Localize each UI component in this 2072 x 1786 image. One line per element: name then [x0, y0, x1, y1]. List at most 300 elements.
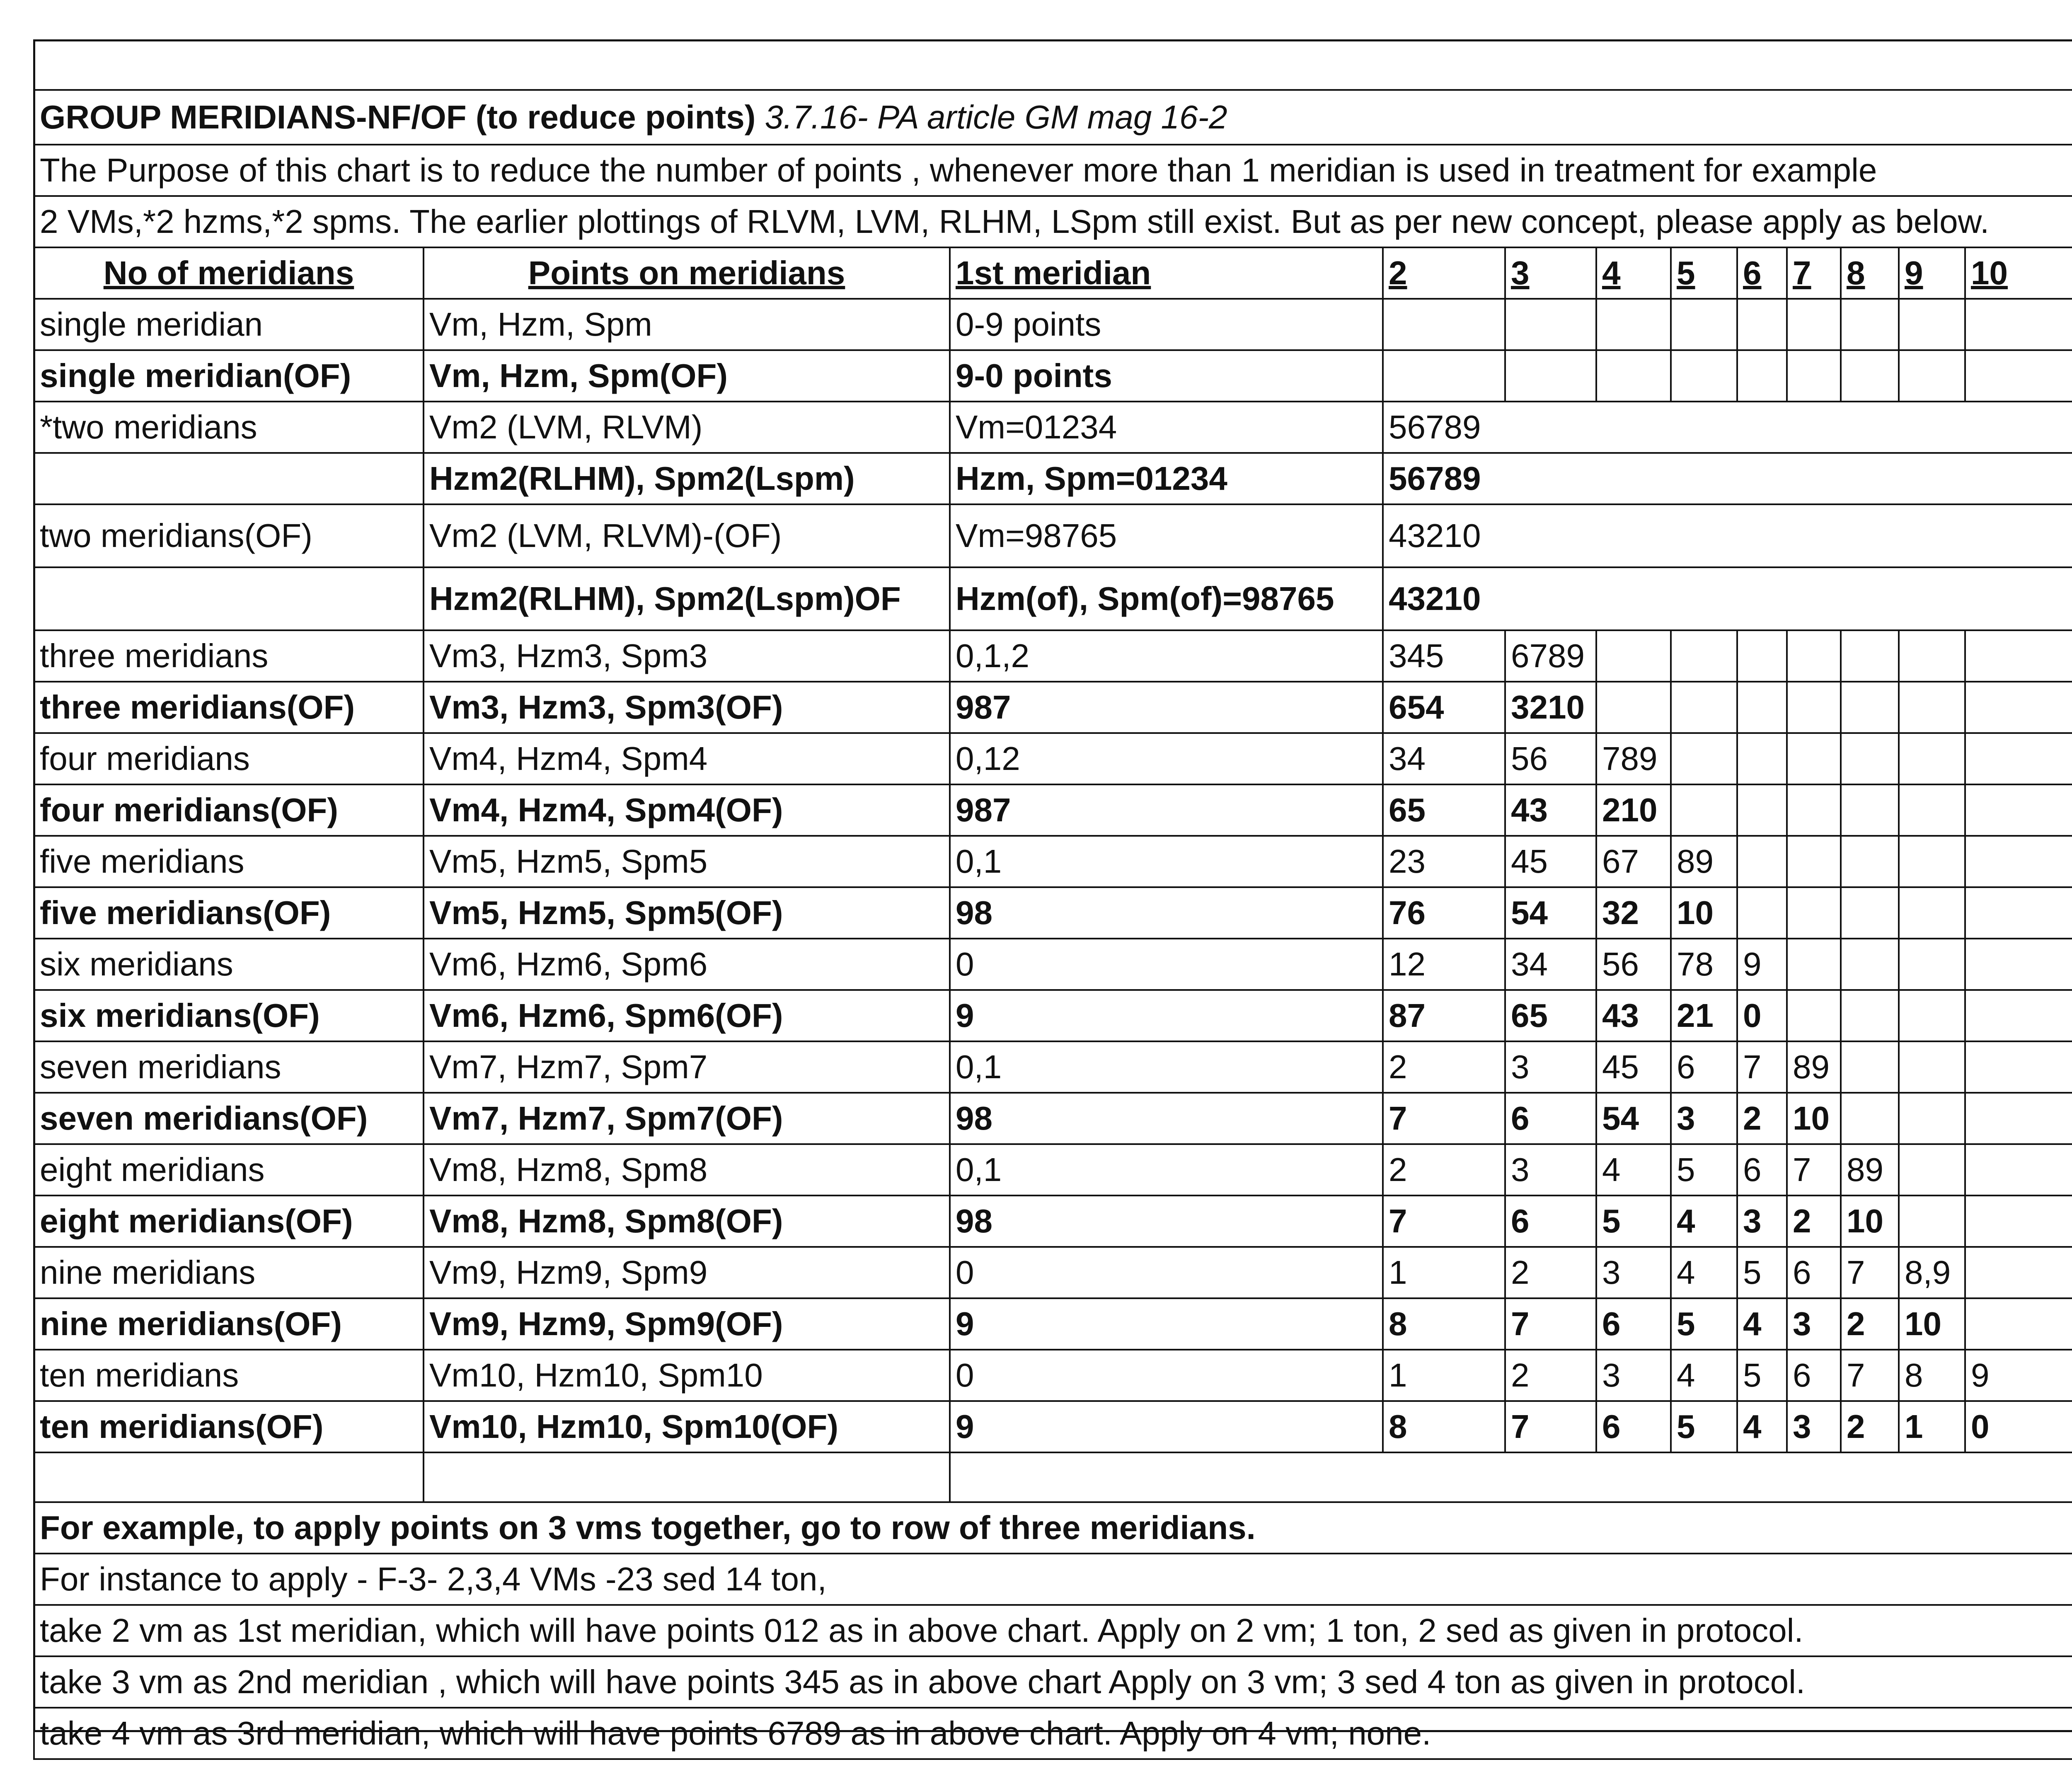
table-cell: two meridians(OF) — [34, 504, 424, 567]
table-cell: 43210 — [1383, 567, 2072, 630]
table-cell: 76 — [1383, 887, 1505, 939]
table-cell: 5 — [1737, 1247, 1787, 1298]
table-cell: 65 — [1505, 990, 1596, 1041]
table-cell — [34, 453, 424, 504]
table-cell — [1787, 990, 1841, 1041]
table-cell: Vm9, Hzm9, Spm9 — [424, 1247, 950, 1298]
table-cell — [1841, 682, 1899, 733]
footer-step-3: take 4 vm as 3rd meridian, which will have points 6789 as in above chart. Apply on 4 vm; none. — [34, 1708, 2072, 1759]
table-row — [34, 784, 2072, 836]
table-cell — [1596, 299, 1671, 350]
table-cell: 7 — [1505, 1298, 1596, 1350]
table-cell: 54 — [1505, 887, 1596, 939]
column-header — [1737, 247, 1787, 299]
table-cell: 21 — [1671, 990, 1737, 1041]
column-header — [1383, 247, 1505, 299]
table-cell — [1737, 682, 1787, 733]
table-cell: 67 — [1596, 836, 1671, 887]
column-header — [1899, 247, 1965, 299]
table-cell — [1965, 1093, 2072, 1144]
chart-title — [34, 90, 2072, 145]
footer-step-2: take 3 vm as 2nd meridian , which will have points 345 as in above chart Apply on 3 vm; 3 sed 4 ton as given in protocol. — [34, 1656, 2072, 1708]
table-row — [34, 1144, 2072, 1196]
footer-row-example — [34, 1502, 2072, 1554]
column-header-label: 1st meridian — [956, 254, 1151, 291]
table-cell — [1505, 350, 1596, 402]
table-cell: 2 — [1787, 1196, 1841, 1247]
table-cell: 56 — [1596, 939, 1671, 990]
table-cell — [1965, 836, 2072, 887]
table-cell — [1841, 350, 1899, 402]
table-cell: 6789 — [1505, 630, 1596, 682]
table-cell: Vm10, Hzm10, Spm10(OF) — [424, 1401, 950, 1452]
table-cell — [1965, 784, 2072, 836]
table-cell: 2 — [1505, 1247, 1596, 1298]
table-cell — [1737, 299, 1787, 350]
table-cell — [1899, 1196, 1965, 1247]
table-cell: four meridians(OF) — [34, 784, 424, 836]
table-cell: 9 — [950, 1298, 1383, 1350]
table-cell: 10 — [1899, 1298, 1965, 1350]
table-cell: 65 — [1383, 784, 1505, 836]
table-cell: Vm2 (LVM, RLVM) — [424, 402, 950, 453]
table-cell: 43 — [1505, 784, 1596, 836]
table-cell: 45 — [1596, 1041, 1671, 1093]
table-cell — [1965, 939, 2072, 990]
table-cell: seven meridians — [34, 1041, 424, 1093]
footer-row-instance — [34, 1554, 2072, 1605]
table-cell: 7 — [1737, 1041, 1787, 1093]
column-header — [424, 247, 950, 299]
footer-row-step3 — [34, 1708, 2072, 1759]
table-cell: 98 — [950, 887, 1383, 939]
table-cell: 8 — [1383, 1298, 1505, 1350]
table-cell: 12 — [1383, 939, 1505, 990]
table-row — [34, 299, 2072, 350]
table-cell: 10 — [1787, 1093, 1841, 1144]
table-cell — [1899, 1093, 1965, 1144]
table-cell: Vm5, Hzm5, Spm5(OF) — [424, 887, 950, 939]
table-cell: 56 — [1505, 733, 1596, 784]
table-cell: 7 — [1787, 1144, 1841, 1196]
table-cell: Vm9, Hzm9, Spm9(OF) — [424, 1298, 950, 1350]
table-cell: 2 — [1841, 1401, 1899, 1452]
table-cell — [1671, 784, 1737, 836]
column-header-label: 9 — [1905, 254, 1923, 291]
table-cell: 4 — [1596, 1144, 1671, 1196]
table-cell: 45 — [1505, 836, 1596, 887]
table-cell — [1671, 682, 1737, 733]
table-cell: 0,1 — [950, 1041, 1383, 1093]
table-cell — [1841, 887, 1899, 939]
table-row — [34, 504, 2072, 567]
table-cell: 9-0 points — [950, 350, 1383, 402]
table-cell: 3210 — [1505, 682, 1596, 733]
footer-row-step2 — [34, 1656, 2072, 1708]
footer-step-1: take 2 vm as 1st meridian, which will have points 012 as in above chart. Apply on 2 vm; 1 ton, 2 sed as given in protocol. — [34, 1605, 2072, 1656]
table-cell — [1899, 630, 1965, 682]
table-cell — [1787, 939, 1841, 990]
table-cell: 2 — [1383, 1144, 1505, 1196]
table-cell: Vm7, Hzm7, Spm7(OF) — [424, 1093, 950, 1144]
table-cell: 3 — [1505, 1144, 1596, 1196]
table-cell — [1965, 887, 2072, 939]
table-cell: Vm10, Hzm10, Spm10 — [424, 1350, 950, 1401]
table-cell — [1965, 1298, 2072, 1350]
table-cell — [1596, 350, 1671, 402]
table-cell: 7 — [1841, 1350, 1899, 1401]
table-cell: 6 — [1505, 1196, 1596, 1247]
table-cell: 5 — [1596, 1196, 1671, 1247]
blank-top-row — [34, 40, 2072, 90]
table-cell — [1841, 836, 1899, 887]
column-header — [1596, 247, 1671, 299]
table-cell: eight meridians — [34, 1144, 424, 1196]
table-cell: 3 — [1505, 1041, 1596, 1093]
table-row — [34, 630, 2072, 682]
table-cell — [1965, 350, 2072, 402]
table-cell: 0,1,2 — [950, 630, 1383, 682]
table-cell — [1965, 1144, 2072, 1196]
table-cell — [1965, 299, 2072, 350]
column-header — [1965, 247, 2072, 299]
table-cell: six meridians — [34, 939, 424, 990]
table-cell: 987 — [950, 682, 1383, 733]
table-cell: 1 — [1383, 1247, 1505, 1298]
table-cell: 6 — [1787, 1350, 1841, 1401]
table-row — [34, 682, 2072, 733]
column-header-label: 2 — [1389, 254, 1407, 291]
table-cell: Vm8, Hzm8, Spm8 — [424, 1144, 950, 1196]
table-cell: 1 — [1899, 1401, 1965, 1452]
table-cell: 6 — [1671, 1041, 1737, 1093]
table-cell: Hzm(of), Spm(of)=98765 — [950, 567, 1383, 630]
table-cell — [1596, 682, 1671, 733]
table-cell: 6 — [1787, 1247, 1841, 1298]
table-cell: 2 — [1737, 1093, 1787, 1144]
table-cell — [1787, 836, 1841, 887]
table-cell — [1737, 887, 1787, 939]
table-cell: 0 — [1965, 1401, 2072, 1452]
table-row — [34, 939, 2072, 990]
table-cell: 89 — [1787, 1041, 1841, 1093]
table-cell — [1965, 1196, 2072, 1247]
column-header — [1505, 247, 1596, 299]
table-row — [34, 1041, 2072, 1093]
table-cell: 87 — [1383, 990, 1505, 1041]
table-row — [34, 1401, 2072, 1452]
table-cell: Vm3, Hzm3, Spm3 — [424, 630, 950, 682]
table-cell — [34, 567, 424, 630]
purpose-text-1: The Purpose of this chart is to reduce the number of points , whenever more than 1 meridian is used in treatment for example — [34, 145, 2072, 196]
table-cell — [1841, 784, 1899, 836]
table-cell: 8 — [1899, 1350, 1965, 1401]
table-cell: Vm=01234 — [950, 402, 1383, 453]
table-cell: 9 — [1737, 939, 1787, 990]
table-cell: 345 — [1383, 630, 1505, 682]
table-cell: 1 — [1383, 1350, 1505, 1401]
table-cell: Vm3, Hzm3, Spm3(OF) — [424, 682, 950, 733]
table-cell — [1737, 350, 1787, 402]
table-cell: Hzm2(RLHM), Spm2(Lspm)OF — [424, 567, 950, 630]
table-cell — [1899, 350, 1965, 402]
table-cell — [1787, 299, 1841, 350]
table-row — [34, 1350, 2072, 1401]
table-cell: 9 — [950, 990, 1383, 1041]
table-cell — [1841, 299, 1899, 350]
table-cell — [1787, 784, 1841, 836]
table-cell — [1787, 630, 1841, 682]
table-cell — [1899, 1041, 1965, 1093]
table-cell: Vm5, Hzm5, Spm5 — [424, 836, 950, 887]
table-cell: 5 — [1671, 1401, 1737, 1452]
table-cell: 3 — [1671, 1093, 1737, 1144]
table-cell: 6 — [1505, 1093, 1596, 1144]
table-cell: 32 — [1596, 887, 1671, 939]
table-cell: ten meridians(OF) — [34, 1401, 424, 1452]
group-meridians-table — [33, 39, 2072, 1760]
table-cell — [1383, 350, 1505, 402]
table-row — [34, 567, 2072, 630]
table-cell: 0 — [950, 1247, 1383, 1298]
table-cell: 43210 — [1383, 504, 2072, 567]
table-cell: 7 — [1505, 1401, 1596, 1452]
column-header-label: 10 — [1971, 254, 2008, 291]
table-cell — [1787, 733, 1841, 784]
table-cell: Vm4, Hzm4, Spm4 — [424, 733, 950, 784]
table-cell: 0 — [950, 1350, 1383, 1401]
column-header — [1671, 247, 1737, 299]
column-header — [950, 247, 1383, 299]
table-cell: 3 — [1787, 1401, 1841, 1452]
table-cell: 789 — [1596, 733, 1671, 784]
table-cell: 3 — [1596, 1350, 1671, 1401]
table-cell: 0,1 — [950, 836, 1383, 887]
table-cell: 4 — [1737, 1298, 1787, 1350]
table-cell — [1841, 990, 1899, 1041]
table-cell: *two meridians — [34, 402, 424, 453]
table-cell — [1899, 733, 1965, 784]
column-header-label: 3 — [1511, 254, 1530, 291]
table-cell: 4 — [1737, 1401, 1787, 1452]
table-cell: 56789 — [1383, 402, 2072, 453]
table-cell: 6 — [1737, 1144, 1787, 1196]
column-header-label: 8 — [1847, 254, 1865, 291]
footer-row-step1 — [34, 1605, 2072, 1656]
column-header-label: No of meridians — [103, 254, 354, 291]
table-row — [34, 453, 2072, 504]
table-cell: 5 — [1671, 1144, 1737, 1196]
table-cell — [1899, 887, 1965, 939]
table-cell — [1965, 682, 2072, 733]
table-cell: 0 — [950, 939, 1383, 990]
table-cell: ten meridians — [34, 1350, 424, 1401]
table-cell — [1899, 682, 1965, 733]
table-cell — [1899, 939, 1965, 990]
table-cell: Hzm2(RLHM), Spm2(Lspm) — [424, 453, 950, 504]
table-cell — [1841, 1041, 1899, 1093]
table-cell: Vm6, Hzm6, Spm6(OF) — [424, 990, 950, 1041]
table-row — [34, 990, 2072, 1041]
column-header — [1787, 247, 1841, 299]
table-cell — [1737, 836, 1787, 887]
table-cell — [1841, 630, 1899, 682]
table-cell — [1899, 784, 1965, 836]
table-cell: 3 — [1596, 1247, 1671, 1298]
table-cell: Vm=98765 — [950, 504, 1383, 567]
table-cell: Vm6, Hzm6, Spm6 — [424, 939, 950, 990]
table-cell: 10 — [1671, 887, 1737, 939]
column-header-label: 5 — [1677, 254, 1695, 291]
table-cell: 89 — [1841, 1144, 1899, 1196]
table-cell: 3 — [1737, 1196, 1787, 1247]
table-row — [34, 350, 2072, 402]
table-cell — [1841, 939, 1899, 990]
table-cell: Hzm, Spm=01234 — [950, 453, 1383, 504]
table-cell: six meridians(OF) — [34, 990, 424, 1041]
table-cell: 23 — [1383, 836, 1505, 887]
table-cell — [1841, 733, 1899, 784]
column-header-label: Points on meridians — [528, 254, 845, 291]
table-cell — [1899, 1144, 1965, 1196]
table-cell — [1899, 836, 1965, 887]
table-cell: 0,1 — [950, 1144, 1383, 1196]
table-cell: 4 — [1671, 1196, 1737, 1247]
table-cell — [1965, 990, 2072, 1041]
table-row — [34, 1247, 2072, 1298]
table-cell — [1965, 630, 2072, 682]
table-cell — [1596, 630, 1671, 682]
table-cell: single meridian(OF) — [34, 350, 424, 402]
table-cell: Vm4, Hzm4, Spm4(OF) — [424, 784, 950, 836]
table-cell: three meridians(OF) — [34, 682, 424, 733]
header-row — [34, 247, 2072, 299]
table-cell: 56789 — [1383, 453, 2072, 504]
table-cell: 98 — [950, 1093, 1383, 1144]
table-cell: Vm, Hzm, Spm — [424, 299, 950, 350]
table-cell — [1737, 784, 1787, 836]
column-header-label: 4 — [1602, 254, 1621, 291]
table-cell — [1671, 733, 1737, 784]
table-cell: 987 — [950, 784, 1383, 836]
table-cell: 2 — [1383, 1041, 1505, 1093]
table-row — [34, 1196, 2072, 1247]
table-cell — [1899, 990, 1965, 1041]
table-cell — [1671, 299, 1737, 350]
table-cell: seven meridians(OF) — [34, 1093, 424, 1144]
table-cell — [1899, 299, 1965, 350]
table-cell — [1671, 630, 1737, 682]
table-cell: 6 — [1596, 1401, 1671, 1452]
table-cell: single meridian — [34, 299, 424, 350]
table-cell — [1383, 299, 1505, 350]
table-cell: 7 — [1841, 1247, 1899, 1298]
table-cell: 54 — [1596, 1093, 1671, 1144]
table-cell: 2 — [1841, 1298, 1899, 1350]
table-cell — [1737, 733, 1787, 784]
table-cell: 98 — [950, 1196, 1383, 1247]
table-cell: nine meridians(OF) — [34, 1298, 424, 1350]
table-cell: 3 — [1787, 1298, 1841, 1350]
table-cell: 4 — [1671, 1247, 1737, 1298]
table-cell: 9 — [1965, 1350, 2072, 1401]
table-cell: 0 — [1737, 990, 1787, 1041]
table-cell — [1841, 1093, 1899, 1144]
title-bold: GROUP MERIDIANS-NF/OF (to reduce points) — [40, 99, 756, 136]
table-cell: 7 — [1383, 1093, 1505, 1144]
table-cell: 8,9 — [1899, 1247, 1965, 1298]
table-cell: four meridians — [34, 733, 424, 784]
column-header-label: 7 — [1793, 254, 1811, 291]
table-cell — [1737, 630, 1787, 682]
table-cell: 654 — [1383, 682, 1505, 733]
table-cell — [1965, 1247, 2072, 1298]
table-row — [34, 733, 2072, 784]
table-cell: Vm, Hzm, Spm(OF) — [424, 350, 950, 402]
table-cell: 10 — [1841, 1196, 1899, 1247]
table-cell: 0,12 — [950, 733, 1383, 784]
table-cell: five meridians — [34, 836, 424, 887]
table-cell: three meridians — [34, 630, 424, 682]
table-cell: 210 — [1596, 784, 1671, 836]
table-cell — [1787, 350, 1841, 402]
table-cell: 5 — [1671, 1298, 1737, 1350]
table-row — [34, 402, 2072, 453]
table-row — [34, 836, 2072, 887]
table-cell: 2 — [1505, 1350, 1596, 1401]
table-cell: eight meridians(OF) — [34, 1196, 424, 1247]
table-cell: 8 — [1383, 1401, 1505, 1452]
column-header — [34, 247, 424, 299]
title-row — [34, 90, 2072, 145]
purpose-row-1 — [34, 145, 2072, 196]
table-cell: 34 — [1383, 733, 1505, 784]
table-cell: 6 — [1596, 1298, 1671, 1350]
table-cell: 9 — [950, 1401, 1383, 1452]
purpose-row-2 — [34, 196, 2072, 247]
table-cell: 89 — [1671, 836, 1737, 887]
table-cell: nine meridians — [34, 1247, 424, 1298]
table-cell: 4 — [1671, 1350, 1737, 1401]
blank-spacer-row — [34, 1452, 2072, 1502]
table-row — [34, 1093, 2072, 1144]
table-cell — [1787, 682, 1841, 733]
purpose-text-2: 2 VMs,*2 hzms,*2 spms. The earlier plottings of RLVM, LVM, RLHM, LSpm still exist. But as per new concept, please apply as below. — [34, 196, 2072, 247]
table-cell — [1505, 299, 1596, 350]
table-cell — [1965, 733, 2072, 784]
footer-instance: For instance to apply - F-3- 2,3,4 VMs -23 sed 14 ton, — [34, 1554, 2072, 1605]
table-cell: Vm7, Hzm7, Spm7 — [424, 1041, 950, 1093]
column-header-label: 6 — [1743, 254, 1762, 291]
title-italic: 3.7.16- PA article GM mag 16-2 — [765, 99, 1227, 136]
table-cell: 5 — [1737, 1350, 1787, 1401]
table-cell: 78 — [1671, 939, 1737, 990]
table-cell — [1671, 350, 1737, 402]
table-cell: 0-9 points — [950, 299, 1383, 350]
table-cell: 43 — [1596, 990, 1671, 1041]
table-row — [34, 1298, 2072, 1350]
table-cell — [1787, 887, 1841, 939]
table-cell: 34 — [1505, 939, 1596, 990]
table-cell: Vm2 (LVM, RLVM)-(OF) — [424, 504, 950, 567]
footer-example: For example, to apply points on 3 vms together, go to row of three meridians. — [34, 1502, 2072, 1554]
table-cell — [1965, 1041, 2072, 1093]
table-cell: 7 — [1383, 1196, 1505, 1247]
table-cell: Vm8, Hzm8, Spm8(OF) — [424, 1196, 950, 1247]
column-header — [1841, 247, 1899, 299]
table-cell: five meridians(OF) — [34, 887, 424, 939]
table-row — [34, 887, 2072, 939]
